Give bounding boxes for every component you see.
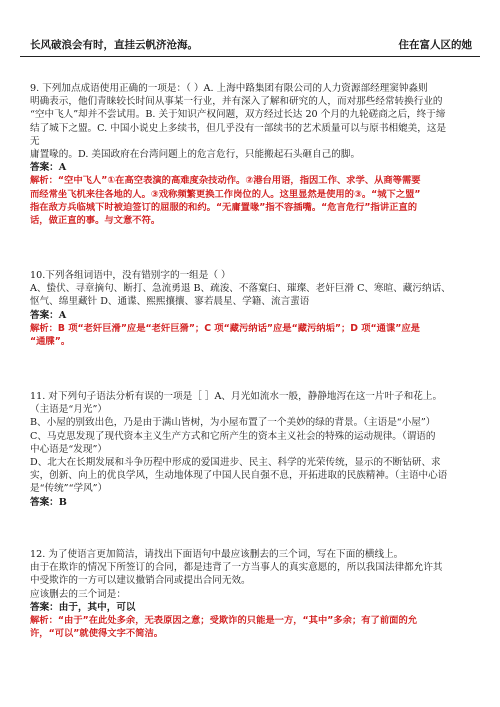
question-12-line: 中受欺诈的一方可以建议撤销合同或提出合同无效。 [30,575,251,587]
question-9-answer [30,161,474,174]
question-10-line: 10.下列各组词语中，没有错别字的一组是（ ） [30,270,231,281]
answer-label: 答案： [30,309,59,321]
question-11-line: （主语是“月光”） [30,404,107,416]
question-12-analysis-line [30,614,474,627]
question-11-line: D、北大在长期发展和斗争历程中形成的爱国进步、民主、科学的光荣传统，显示的不断钻研、求 [30,457,441,469]
answer-label: 答案： [30,496,59,508]
question-9-line: 明确表示，他们青睐较长时间从事某一行业，并有深入了解和研究的人，而对那些经常转换行业的 [30,96,443,108]
answer-value: A [58,309,67,321]
question-12-line: 应该删去的三个词是： [30,588,126,600]
question-9 [30,82,474,227]
question-11-answer [30,496,474,509]
analysis-label: 解析： [30,175,58,187]
page-header [20,38,480,57]
question-11-line: B、小屋的别致出色，乃是由于满山皆树，为小屋布置了一个美妙的绿的背景。（主语是“小屋”） [30,417,436,429]
analysis-label: 解析： [30,615,58,627]
question-12 [30,548,474,640]
question-12-analysis-line: 许，“可以”就使得文字不简洁。 [30,628,164,640]
answer-value: B [58,496,67,508]
question-11-line: C、马克思发现了现代资本主义生产方式和它所产生的资本主义社会的特殊的运动规律。（谓语的 [30,430,436,442]
question-10-analysis-line: “通牒”。 [30,336,71,348]
question-11-line: 11. 对下列句子语法分析有误的一项是［ ］A、月光如流水一般，静静地泻在这一片叶子和花上。 [30,391,443,402]
question-9-line: “空中飞人”却并不尝试用。B. 关于知识产权问题，双方经过长达 20 个月的九轮磋商之后，终于缔 [30,109,446,121]
question-9-line: 结了城下之盟。C. 中国小说史上多续书，但几乎没有一部续书的艺术质量可以与原书相媲美，这是 [30,122,447,134]
question-11-line: 实，创新、向上的优良学风，生动地体现了中国人民自强不息，开拓进取的民族精神。（主语中心语 [30,470,448,482]
answer-value: 由于，其中，可以 [58,601,136,613]
question-9-line: 庸置喙的。D. 美国政府在台湾问题上的危言危行，只能搬起石头砸自己的脚。 [30,149,361,161]
analysis-label: 解析： [30,322,58,334]
question-12-answer [30,601,474,614]
answer-label: 答案： [30,601,59,613]
header-motto: 长风破浪会有时，直挂云帆济沧海。 [30,39,198,51]
analysis-text: “由于”在此处多余，无表原因之意；受欺诈的只能是一方，“其中”多余；有了前面的允 [57,615,418,627]
question-10-analysis-line [30,322,474,335]
question-11 [30,390,474,509]
question-9-line: 无 [30,135,40,147]
analysis-text: B 项“老奸巨滑”应是“老奸巨猾”；C 项“藏污纳话”应是“藏污纳垢”；D 项“通谍”应是 [57,322,420,334]
answer-label: 答案： [30,162,59,174]
question-12-line: 由于在欺诈的情况下所签订的合同，都是违背了一方当事人的真实意愿的，所以我国法律都允许其 [30,562,443,574]
question-11-line: 是“传统”“学风”） [30,483,108,495]
question-9-analysis-line: 指在敌方兵临城下时被迫签订的屈服的和约。“无庸置喙”指不容插嘴。“危言危行”指讲正直的 [30,201,418,213]
question-9-analysis-line [30,174,474,187]
question-10-answer [30,309,474,322]
question-10-line: 怄气、绵里藏针 D、通谍、熙熙攘攘、寥若晨星、学籍、流言蜚语 [30,296,310,308]
question-11-line: 中心语是“发现”） [30,443,107,455]
question-12-line: 12. 为了使语言更加简洁，请找出下面语句中最应该删去的三个词，写在下面的横线上。 [30,549,404,560]
question-9-analysis-line: 话，做正直的事。与文意不符。 [30,215,161,227]
question-9-line: 9. 下列加点成语使用正确的一项是：（ ）A. 上海中路集团有限公司的人力资源部经理窦钟淼则 [30,83,428,94]
header-title: 住在富人区的她 [398,39,472,51]
question-10-line: A、蛰伏、寻章摘句、断打、急流勇退 B、疏浚、不落窠臼、璀璨、老奸巨滑 C、寒暄、藏污纳话、 [30,283,451,295]
question-10 [30,269,474,348]
analysis-text: “空中飞人”①在高空表演的高难度杂技动作。②港台用语，指因工作、求学、从商等需要 [57,175,421,187]
answer-value: A [58,162,67,174]
question-9-analysis-line: 而经常坐飞机来往各地的人。③戏称频繁更换工作岗位的人。这里显然是使用的③。“城下之盟” [30,188,421,200]
